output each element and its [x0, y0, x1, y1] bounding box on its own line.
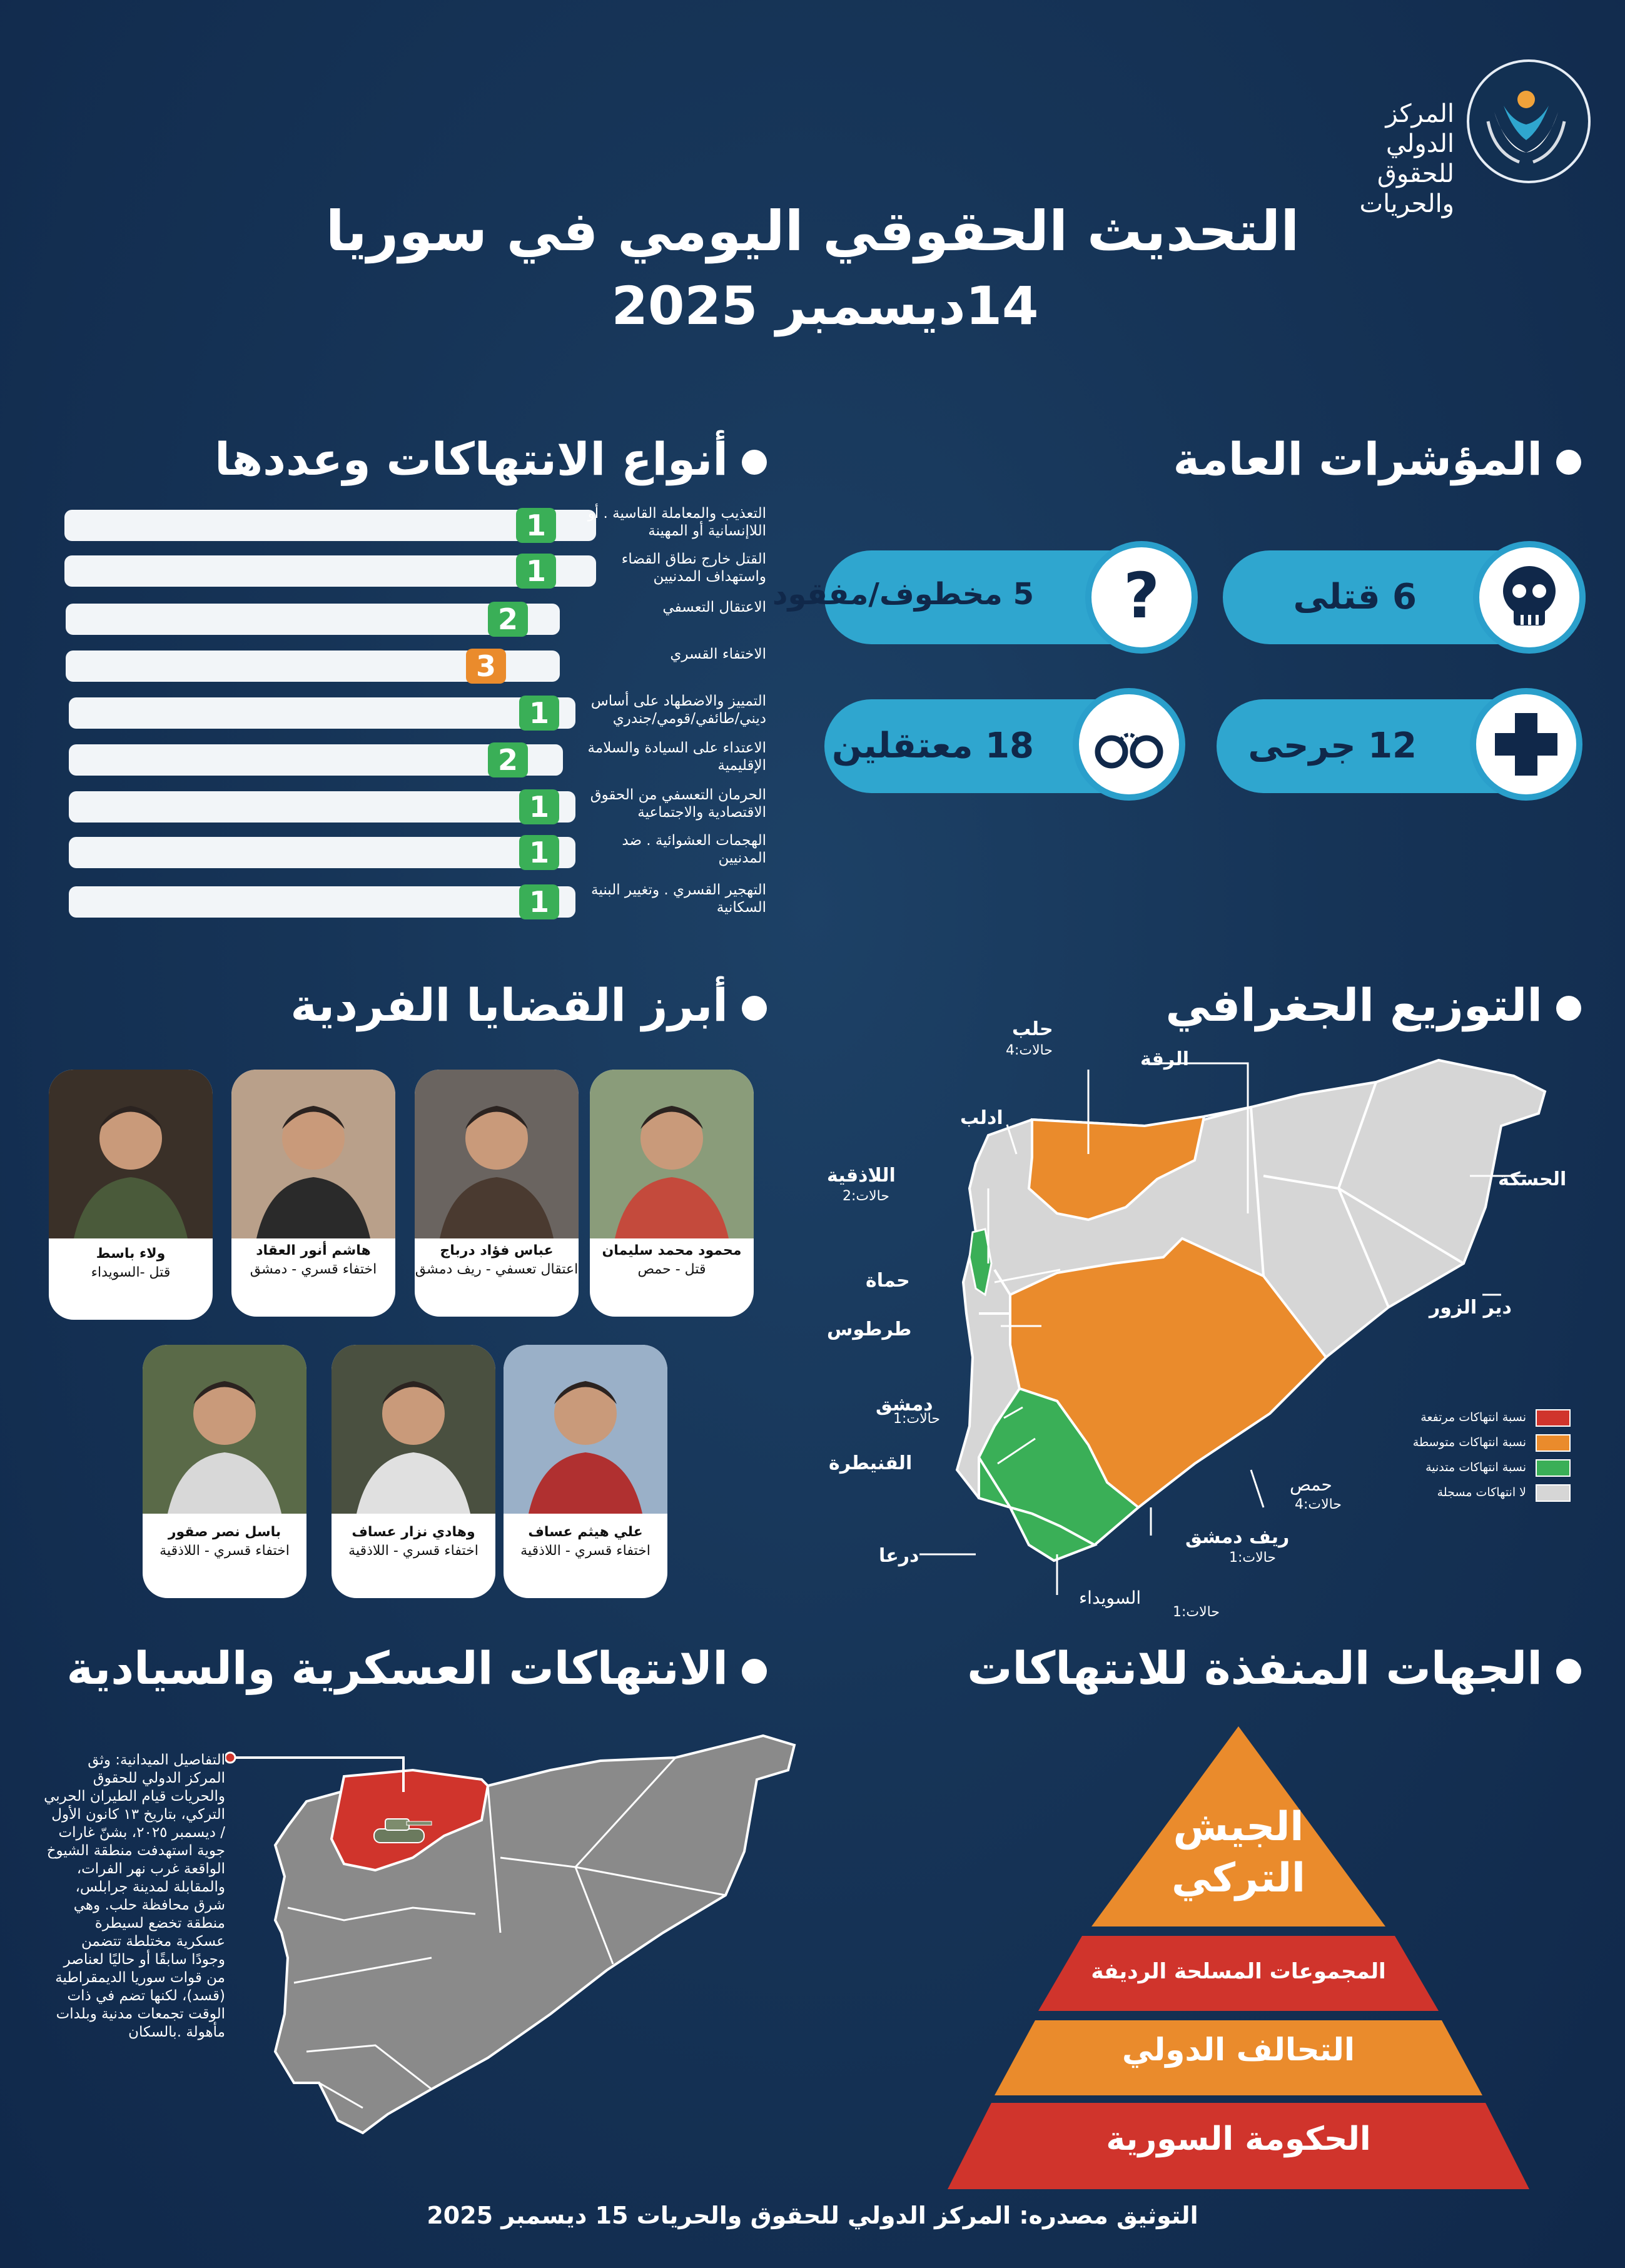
- page-date: 14ديسمبر 2025: [611, 275, 1039, 337]
- legend-label-medium: نسبة انتهاكات متوسطة: [1412, 1435, 1526, 1449]
- pyramid-label-2: المجموعات المسلحة الرديفة: [1091, 1959, 1386, 1984]
- legend-label-none: لا انتهاكات مسجلة: [1437, 1486, 1526, 1499]
- violation-label: التهجير القسري . وتغيير البنية السكانية: [591, 882, 766, 916]
- violation-count-badge: 1: [519, 789, 559, 824]
- org-name-line1: المركز الدولي: [1385, 99, 1454, 158]
- case-card: [504, 1345, 667, 1598]
- hands-emblem-icon: [1469, 62, 1583, 176]
- map-label-daraa: درعا: [879, 1545, 919, 1567]
- map-label-rif: ريف دمشق: [1185, 1526, 1290, 1548]
- section-geo-title: التوزيع الجغرافي: [1165, 979, 1581, 1031]
- page-title: التحديث الحقوقي اليومي في سوريا: [325, 199, 1300, 263]
- question-mark-icon: [1085, 541, 1198, 654]
- syria-geo-map: [901, 1032, 1601, 1607]
- case-detail: اختفاء قسري - اللاذقية: [348, 1543, 478, 1559]
- case-name: باسل نصر صقور: [168, 1524, 281, 1540]
- military-pointer-dot: [225, 1753, 235, 1763]
- indicator-injured-label: 12 جرحى: [1248, 726, 1417, 766]
- legend-label-low: نسبة انتهاكات متدنية: [1425, 1461, 1526, 1474]
- case-detail: اختفاء قسري - اللاذقية: [159, 1543, 290, 1559]
- case-card: [415, 1070, 579, 1317]
- violation-bar: [69, 837, 575, 868]
- person-photo-icon: [415, 1070, 579, 1238]
- map-count-homs: حالات:4: [1295, 1497, 1342, 1512]
- violation-count-badge: 1: [519, 696, 559, 731]
- pyramid-label-3: التحالف الدولي: [1121, 2032, 1355, 2068]
- footer-source: التوثيق مصدره: المركز الدولي للحقوق والحريات 15 ديسمبر 2025: [427, 2202, 1198, 2229]
- legend-swatch-low: [1536, 1459, 1571, 1477]
- case-card: [590, 1070, 754, 1317]
- map-label-hasakah: الحسكة: [1498, 1168, 1567, 1190]
- map-label-homs: حمص: [1290, 1474, 1332, 1495]
- map-label-quneitra: القنيطرة: [829, 1452, 913, 1474]
- indicator-detained-label: 18 معتقلين: [832, 726, 1034, 766]
- map-label-tartus: طرطوس: [827, 1319, 912, 1340]
- section-violations-title: أنواع الانتهاكات وعددها: [215, 433, 767, 485]
- map-count-rif: حالات:1: [1229, 1550, 1276, 1566]
- violation-count-badge: 1: [519, 884, 559, 919]
- case-card: [143, 1345, 306, 1598]
- violation-bar: [66, 604, 560, 635]
- violation-label: القتل خارج نطاق القضاء واستهداف المدنيين: [621, 551, 766, 585]
- military-map: [225, 1733, 838, 2183]
- violation-bar: [69, 886, 575, 918]
- violation-count-badge: 3: [466, 649, 506, 684]
- org-logo: [1467, 59, 1591, 183]
- violation-label: الاختفاء القسري: [670, 646, 766, 662]
- bullet-icon: [1556, 450, 1581, 475]
- medical-cross-icon: [1470, 688, 1582, 801]
- case-name: عباس فؤاد درباج: [440, 1243, 554, 1258]
- legend-swatch-none: [1536, 1484, 1571, 1502]
- violation-bar: [69, 697, 575, 729]
- case-card: [49, 1070, 213, 1320]
- map-label-hama: حماة: [866, 1270, 910, 1292]
- case-card: [332, 1345, 495, 1598]
- indicator-killed-label: 6 قتلى: [1293, 577, 1417, 617]
- violation-label: الحرمان التعسفي من الحقوق الاقتصادية والاجتماعية: [590, 787, 766, 821]
- violation-count-badge: 2: [488, 602, 528, 637]
- violation-count-badge: 1: [516, 508, 556, 543]
- case-detail: اختفاء قسري - اللاذقية: [520, 1543, 651, 1559]
- person-photo-icon: [143, 1345, 306, 1514]
- bullet-icon: [742, 1659, 767, 1684]
- map-label-raqqa: الرقة: [1140, 1048, 1190, 1070]
- violation-count-badge: 2: [488, 742, 528, 777]
- section-military-title: الانتهاكات العسكرية والسيادية: [67, 1642, 767, 1694]
- case-detail: قتل -السويداء: [91, 1265, 171, 1280]
- violation-count-badge: 1: [519, 835, 559, 870]
- map-count-aleppo: حالات:4: [1006, 1043, 1053, 1058]
- violation-label: التعذيب والمعاملة القاسية . أو اللاإنسانية أو المهينة: [587, 505, 766, 539]
- map-label-deir: دير الزور: [1429, 1297, 1512, 1319]
- pyramid-label-1: الجيش التركي: [1172, 1804, 1305, 1901]
- bullet-icon: [742, 450, 767, 475]
- violation-label: الاعتقال التعسفي: [662, 599, 766, 615]
- military-details-text: التفاصيل الميدانية: وثق المركز الدولي للحقوق والحريات قيام الطيران الحربي التركي، بتاريخ ١٣ كانون الأول / ديسمبر ٢٠٢٥، بشنّ غارات جوية استهدفت منطقة الشيوخ الواقعة غرب نهر الفرات، والمقابلة لمدينة جرابلس، شرق محافظة حلب. وهي منطقة تخضع لسيطرة عسكرية مختلطة تتضمن وجودًا سابقًا أو حاليًا لعناصر من قوات سوريا الديمقراطية (قسد)، لكنها تضم في ذات الوقت تجمعات مدنية وبلدات مأهولة .بالسكان: [44, 1752, 225, 2040]
- map-count-sweida: حالات:1: [1173, 1604, 1220, 1620]
- map-label-aleppo: حلب: [1012, 1018, 1053, 1040]
- legend-swatch-medium: [1536, 1434, 1571, 1452]
- case-name: علي هيثم عساف: [528, 1524, 643, 1540]
- person-photo-icon: [49, 1070, 213, 1238]
- case-card: [231, 1070, 395, 1317]
- map-label-idlib: ادلب: [960, 1107, 1003, 1129]
- map-label-latakia: اللاذقية: [827, 1165, 896, 1187]
- skull-icon: [1473, 541, 1586, 654]
- case-detail: اختفاء قسري - دمشق: [250, 1262, 377, 1277]
- section-perpetrators-title: الجهات المنفذة للانتهاكات: [967, 1642, 1581, 1694]
- case-detail: قتل - حمص: [637, 1262, 706, 1277]
- case-detail: اعتقال تعسفي - ريف دمشق: [415, 1262, 579, 1277]
- person-photo-icon: [231, 1070, 395, 1238]
- map-label-sweida: السويداء: [1079, 1587, 1142, 1608]
- legend-label-high: نسبة انتهاكات مرتفعة: [1420, 1410, 1526, 1424]
- map-count-latakia: حالات:2: [843, 1188, 889, 1204]
- section-indicators-title: المؤشرات العامة: [1173, 433, 1581, 485]
- section-cases-title: أبرز القضايا الفردية: [290, 979, 767, 1031]
- bullet-icon: [1556, 996, 1581, 1021]
- bullet-icon: [1556, 1659, 1581, 1684]
- map-count-damascus: حالات:1: [893, 1411, 940, 1427]
- bullet-icon: [742, 996, 767, 1021]
- legend-swatch-high: [1536, 1409, 1571, 1427]
- handcuffs-icon: [1073, 688, 1185, 801]
- violation-bar: [69, 791, 575, 823]
- person-photo-icon: [332, 1345, 495, 1514]
- org-name-line2: للحقوق والحريات: [1359, 159, 1454, 218]
- svg-text:?: ?: [1123, 559, 1160, 632]
- violation-label: الاعتداء على السيادة والسلامة الإقليمية: [587, 740, 766, 774]
- map-label-damascus: دمشق: [876, 1394, 933, 1415]
- pyramid-label-4: الحكومة السورية: [1106, 2120, 1371, 2158]
- violation-count-badge: 1: [516, 554, 556, 589]
- person-photo-icon: [590, 1070, 754, 1238]
- indicator-kidnapped-label: 5 مخطوف/مفقود: [772, 577, 1034, 612]
- violation-label: الهجمات العشوائية . ضد المدنيين: [622, 833, 766, 866]
- case-name: هاشم أنور العقاد: [256, 1243, 371, 1258]
- case-name: ولاء باسط: [96, 1246, 166, 1262]
- case-name: وهادي نزار عساف: [352, 1524, 475, 1540]
- case-name: محمود محمد سليمان: [602, 1243, 742, 1258]
- violation-label: التمييز والاضطهاد على أساس ديني/طائفي/قومي/جندري: [590, 693, 766, 727]
- person-photo-icon: [504, 1345, 667, 1514]
